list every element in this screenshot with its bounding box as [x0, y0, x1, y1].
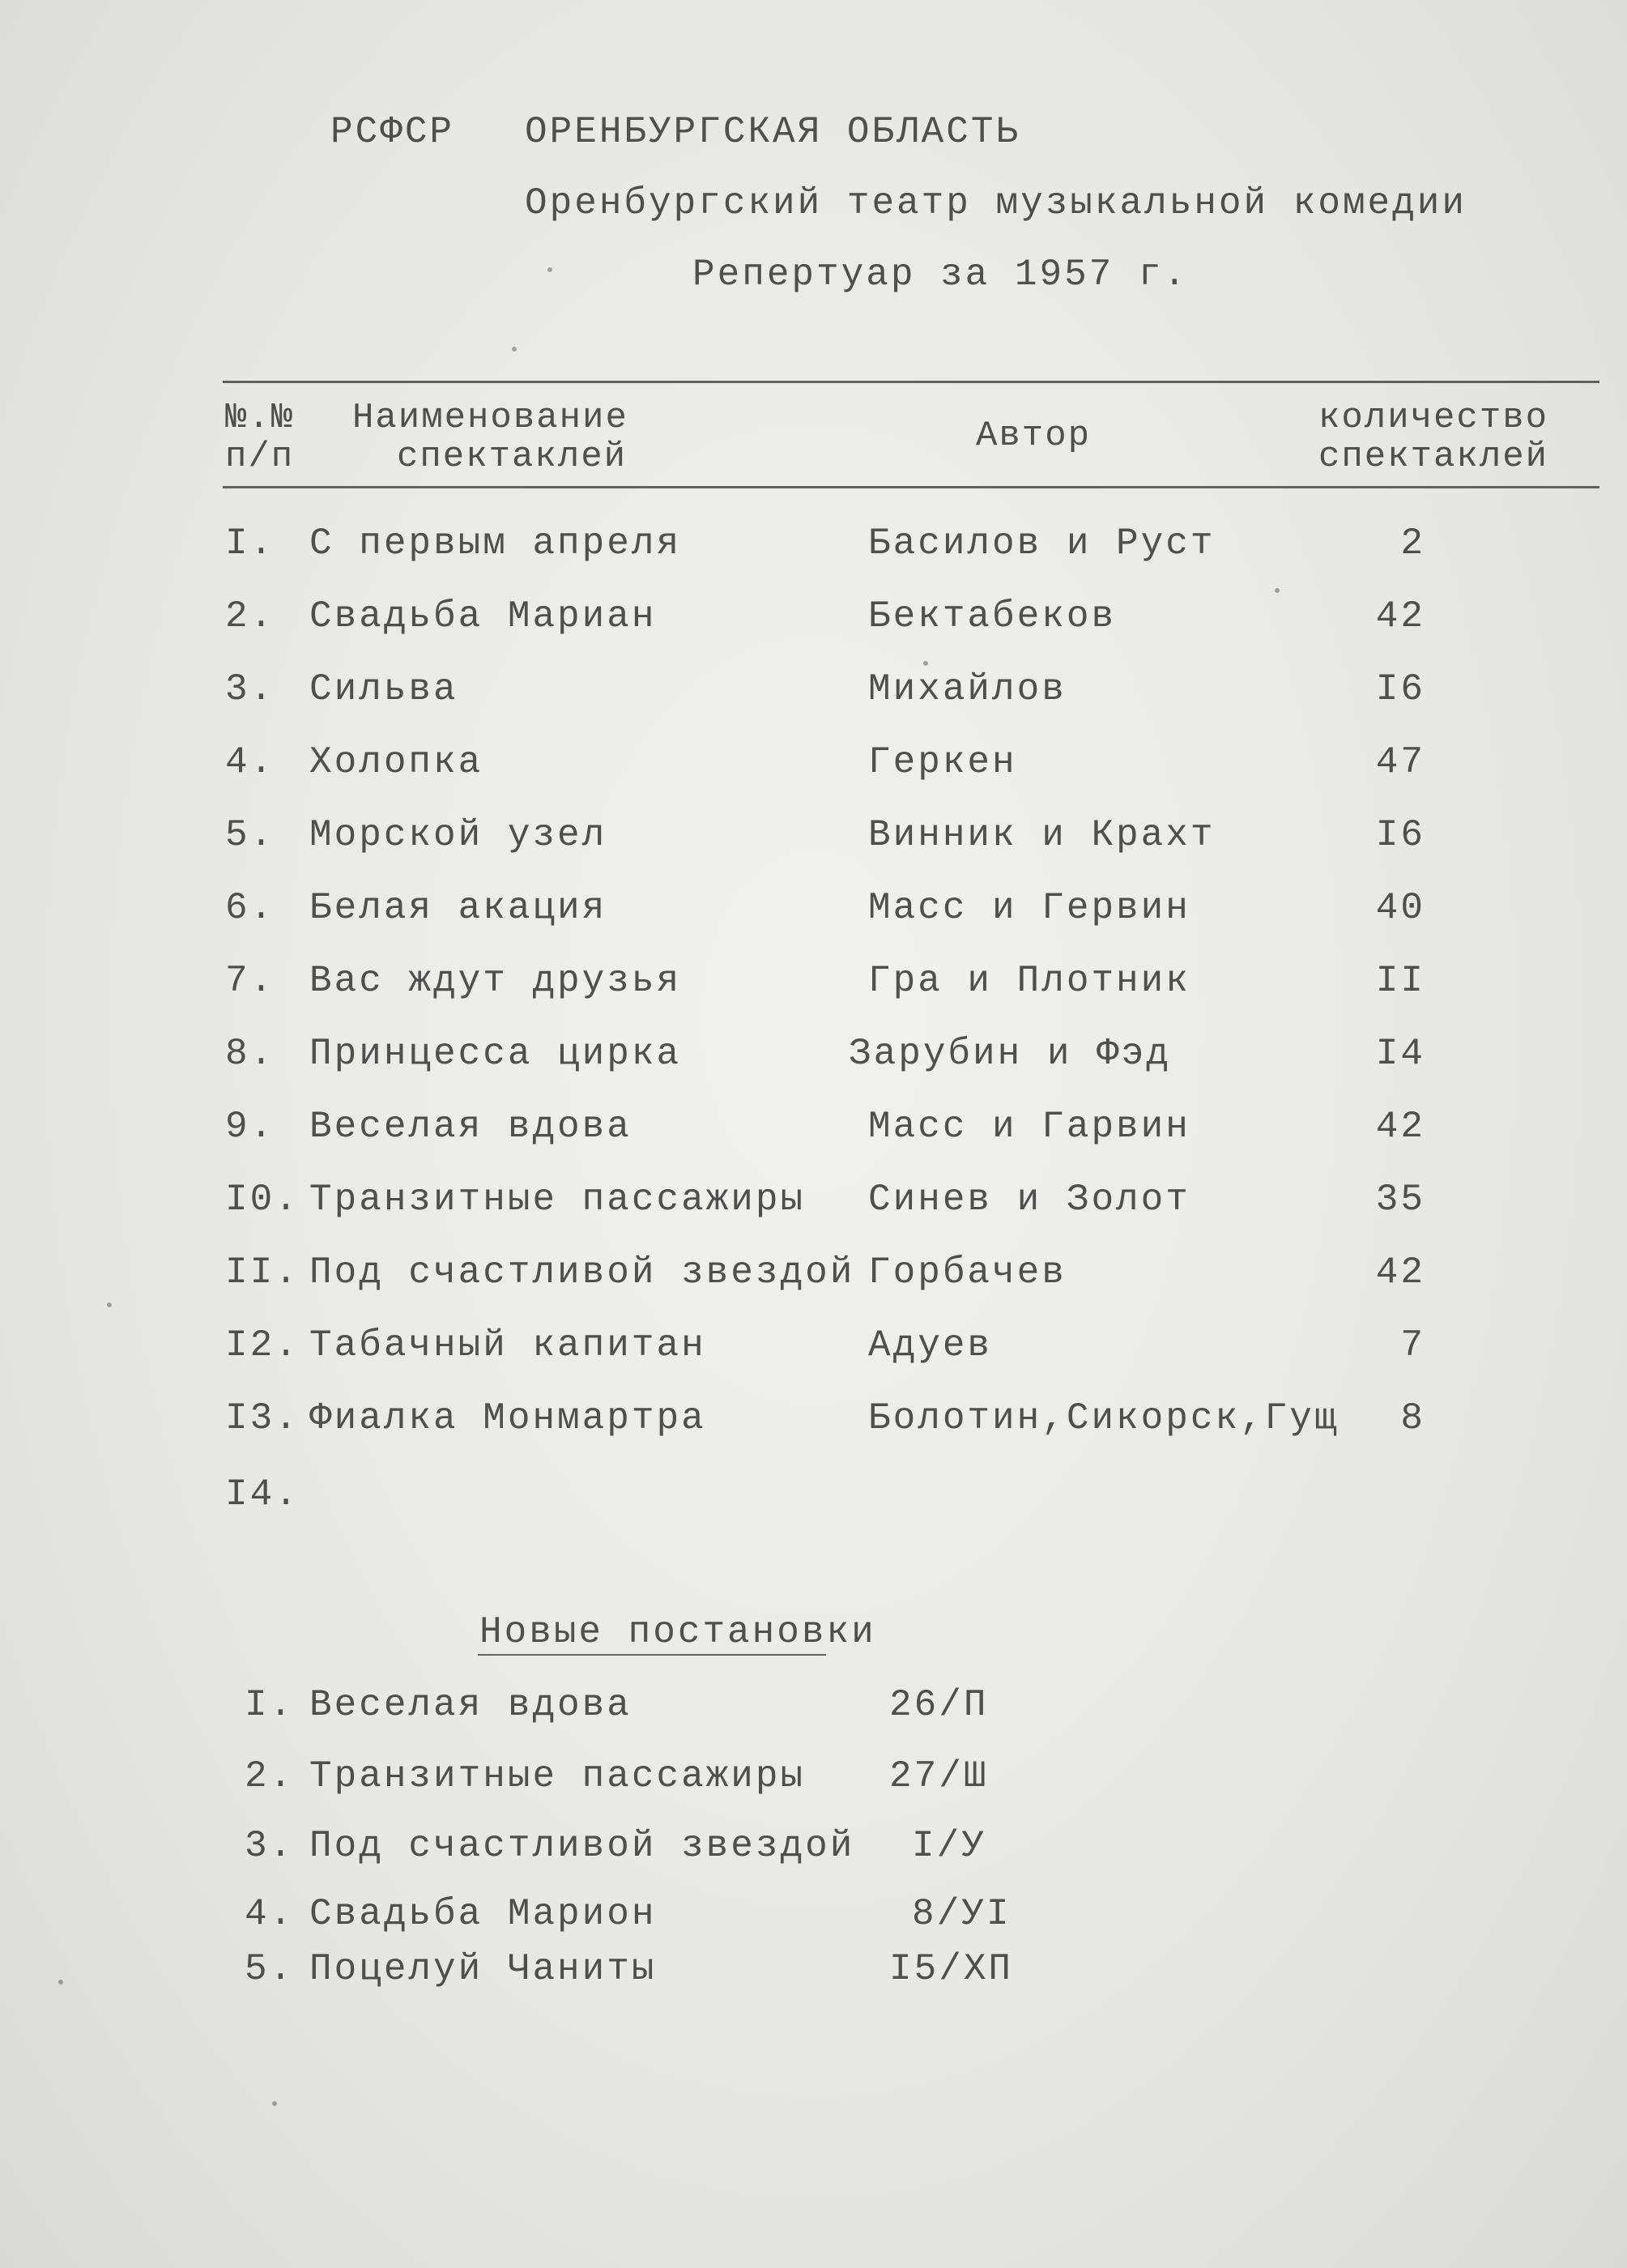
row-count: 2: [1400, 522, 1425, 565]
row-count: I4: [1375, 1033, 1425, 1075]
paper-speck: [58, 1980, 63, 1985]
row-count: 42: [1375, 595, 1425, 637]
list-item-number: 5.: [245, 1948, 295, 1990]
paper-speck: [923, 661, 928, 666]
row-number: I.: [225, 522, 275, 565]
list-item-title: Свадьба Марион: [309, 1893, 657, 1935]
column-header-num-2: п/п: [225, 437, 295, 477]
row-title: Принцесса цирка: [309, 1033, 682, 1075]
list-item-date: 26/П: [889, 1684, 989, 1726]
list-item-title: Поцелуй Чаниты: [309, 1948, 657, 1990]
list-item-number: 2.: [245, 1755, 295, 1797]
paper-speck: [272, 2101, 277, 2106]
row-author: Горбачев: [868, 1251, 1067, 1294]
row-count: 40: [1375, 887, 1425, 929]
row-number: 6.: [225, 887, 275, 929]
row-author: Масс и Гарвин: [868, 1106, 1190, 1148]
row-author: Адуев: [868, 1324, 993, 1366]
list-item-date: I/У: [912, 1825, 986, 1867]
row-title: Табачный капитан: [309, 1324, 706, 1366]
table-top-rule: [223, 381, 1599, 383]
row-title: Веселая вдова: [309, 1106, 632, 1148]
row-number: I4.: [225, 1473, 300, 1516]
paper-speck: [1275, 588, 1280, 593]
list-item-title: Под счастливой звездой: [309, 1825, 855, 1867]
heading-underline: [478, 1654, 826, 1656]
row-number: I2.: [225, 1324, 300, 1366]
row-title: Фиалка Монмартра: [309, 1397, 706, 1439]
row-number: 8.: [225, 1033, 275, 1075]
row-title: Транзитные пассажиры: [309, 1179, 806, 1221]
row-number: 7.: [225, 960, 275, 1002]
column-header-name-2: спектаклей: [397, 437, 628, 477]
row-title: Холопка: [309, 741, 483, 783]
column-header-count-2: спектаклей: [1318, 437, 1549, 477]
row-number: 9.: [225, 1106, 275, 1148]
column-header-author: Автор: [976, 416, 1092, 456]
row-count: 8: [1400, 1397, 1425, 1439]
republic-label: РСФСР: [330, 111, 455, 153]
theatre-name: Оренбургский театр музыкальной комедии: [525, 182, 1467, 224]
row-number: 2.: [225, 595, 275, 637]
document-title: Репертуар за 1957 г.: [692, 254, 1189, 296]
row-author: Геркен: [868, 741, 1017, 783]
row-author: Болотин,Сикорск,Гущ: [868, 1397, 1340, 1439]
row-author: Масс и Гервин: [868, 887, 1190, 929]
row-author: Басилов и Руст: [868, 522, 1216, 565]
row-title: Под счастливой звездой: [309, 1251, 855, 1294]
column-header-name-1: Наименование: [352, 398, 628, 438]
row-author: Зарубин и Фэд: [849, 1033, 1171, 1075]
row-number: II.: [225, 1251, 300, 1294]
row-author: Винник и Крахт: [868, 814, 1216, 856]
row-number: 4.: [225, 741, 275, 783]
row-count: I6: [1375, 814, 1425, 856]
row-count: II: [1375, 960, 1425, 1002]
row-number: 3.: [225, 668, 275, 710]
row-author: Синев и Золот: [868, 1179, 1190, 1221]
region-label: ОРЕНБУРГСКАЯ ОБЛАСТЬ: [525, 111, 1021, 153]
row-author: Гра и Плотник: [868, 960, 1190, 1002]
list-item-number: 3.: [245, 1825, 295, 1867]
row-count: 35: [1375, 1179, 1425, 1221]
paper-speck: [547, 267, 552, 272]
row-count: 7: [1400, 1324, 1425, 1366]
new-productions-heading: Новые постановки: [479, 1611, 876, 1653]
list-item-number: 4.: [245, 1893, 295, 1935]
row-title: Белая акация: [309, 887, 607, 929]
row-title: Морской узел: [309, 814, 607, 856]
row-title: Сильва: [309, 668, 458, 710]
row-count: 47: [1375, 741, 1425, 783]
list-item-date: I5/ХП: [889, 1948, 1014, 1990]
list-item-title: Веселая вдова: [309, 1684, 632, 1726]
row-author: Бектабеков: [868, 595, 1117, 637]
row-number: I0.: [225, 1179, 300, 1221]
row-count: I6: [1375, 668, 1425, 710]
row-number: 5.: [225, 814, 275, 856]
row-title: С первым апреля: [309, 522, 682, 565]
row-title: Свадьба Мариан: [309, 595, 657, 637]
paper-speck: [107, 1302, 112, 1307]
list-item-date: 8/УI: [912, 1893, 1012, 1935]
column-header-num-1: №.№: [225, 398, 295, 438]
table-header-rule: [223, 486, 1599, 488]
row-author: Михайлов: [868, 668, 1067, 710]
list-item-title: Транзитные пассажиры: [309, 1755, 806, 1797]
column-header-count-1: количество: [1318, 398, 1549, 438]
row-count: 42: [1375, 1251, 1425, 1294]
paper-speck: [512, 347, 517, 352]
row-number: I3.: [225, 1397, 300, 1439]
list-item-date: 27/Ш: [889, 1755, 989, 1797]
row-title: Вас ждут друзья: [309, 960, 682, 1002]
list-item-number: I.: [245, 1684, 295, 1726]
row-count: 42: [1375, 1106, 1425, 1148]
